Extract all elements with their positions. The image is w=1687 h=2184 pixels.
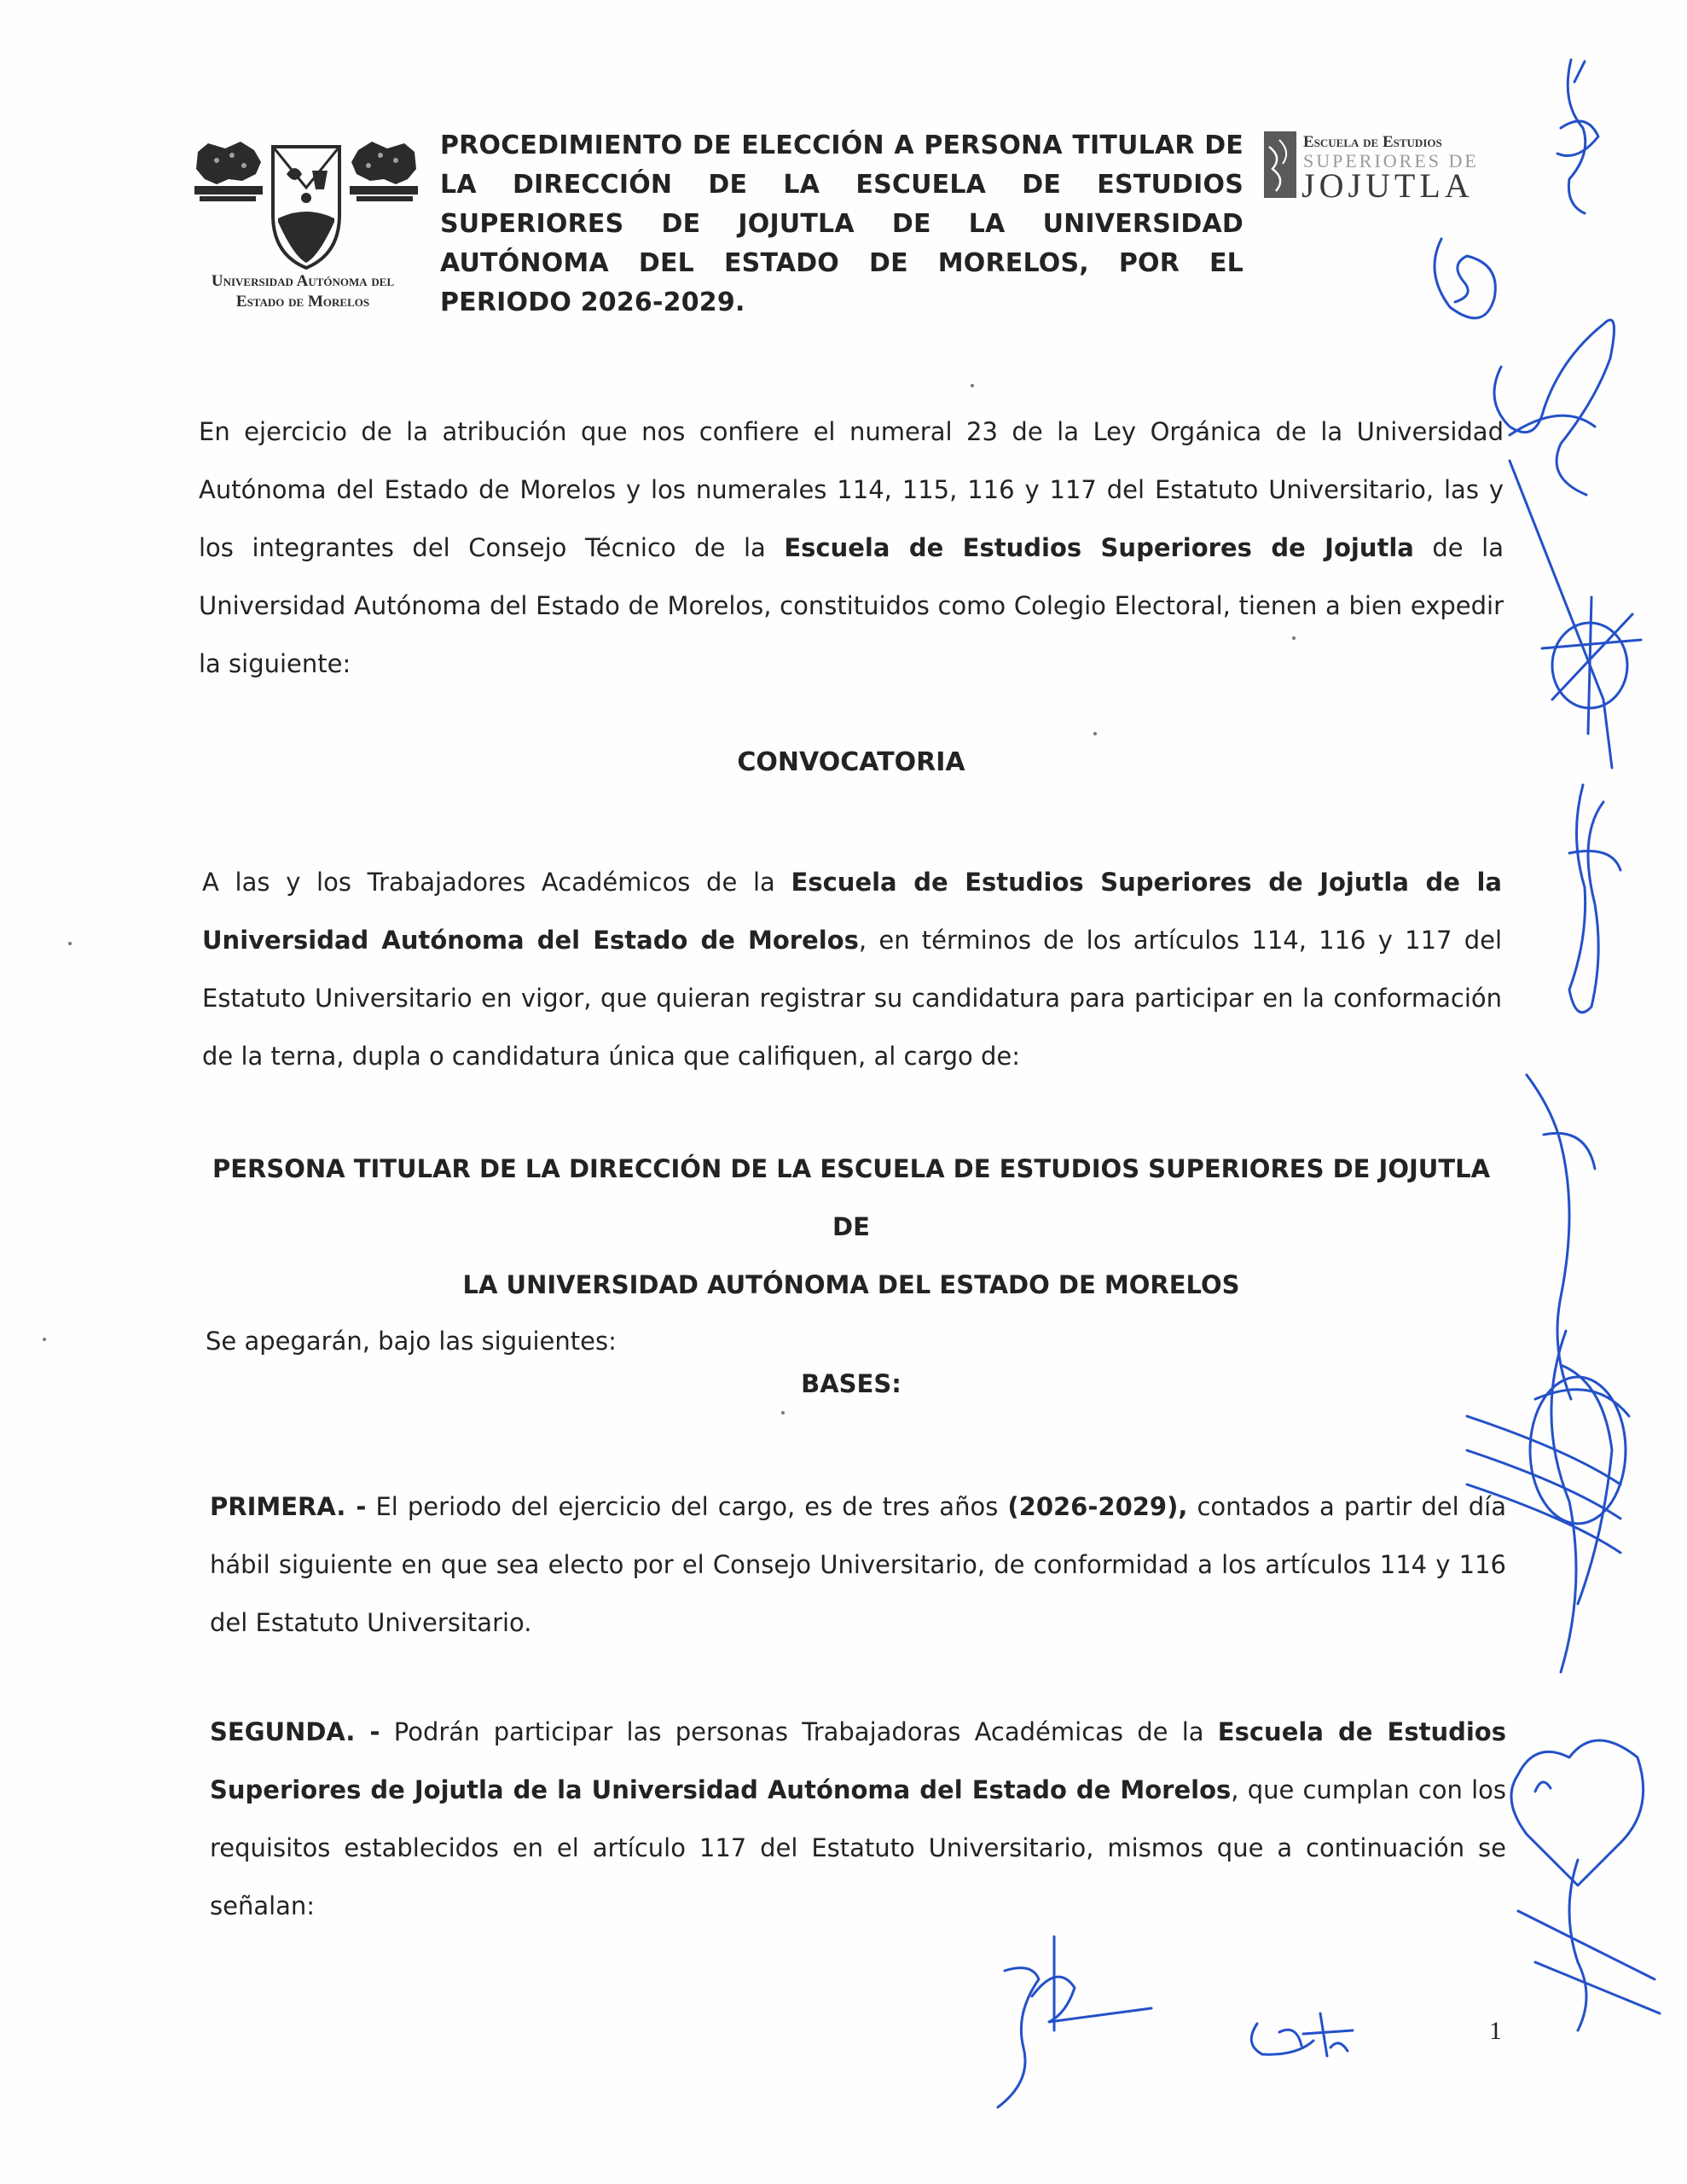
uaem-caption bbox=[175, 271, 431, 312]
addressee-text-a: A las y los Trabajadores Académicos de la bbox=[202, 868, 791, 897]
scan-speck bbox=[43, 1338, 46, 1341]
signature-5 bbox=[1569, 785, 1620, 1013]
signature-line-1 bbox=[1510, 461, 1612, 768]
primera-text-bold: (2026-2029), bbox=[1007, 1492, 1188, 1521]
signature-4 bbox=[1552, 623, 1627, 708]
convocatoria-heading: CONVOCATORIA bbox=[737, 747, 965, 777]
bases-heading: BASES: bbox=[801, 1369, 901, 1398]
segunda-text-bold: Escuela de Estudios Superiores de Jojutla de la Universidad Autónoma del Estado de Morelos bbox=[210, 1717, 1506, 1804]
preamble-text-c: de la Universidad Autónoma del Estado de Morelos, constituidos como Colegio Electoral, tienen a bien expedir la siguiente: bbox=[199, 533, 1504, 678]
scan-speck bbox=[1292, 636, 1296, 640]
signature-2 bbox=[1435, 239, 1495, 318]
scan-speck bbox=[1093, 732, 1097, 735]
preamble-paragraph bbox=[199, 403, 1504, 693]
scan-speck bbox=[971, 384, 974, 387]
uaem-logo bbox=[191, 136, 421, 273]
segunda-label: SEGUNDA. - bbox=[210, 1717, 380, 1746]
primera-text-c: contados a partir del día hábil siguiente en que sea electo por el Consejo Universitario, de conformidad a los artículos 114 y 116 del Estatuto Universitario. bbox=[210, 1492, 1506, 1637]
eess-logo-line3: JOJUTLA bbox=[1301, 166, 1474, 205]
segunda-text-c: , que cumplan con los requisitos establecidos en el artículo 117 del Estatuto Universitario, mismos que a continuación se señalan: bbox=[210, 1775, 1507, 1920]
segunda-text-a: Podrán participar las personas Trabajadoras Académicas de la bbox=[380, 1717, 1218, 1746]
signature-3 bbox=[1494, 320, 1615, 495]
addressee-paragraph bbox=[202, 853, 1502, 1085]
eess-jojutla-logo bbox=[1264, 128, 1486, 205]
primera-label: PRIMERA. - bbox=[210, 1492, 367, 1521]
primera-text-a: El periodo del ejercicio del cargo, es de tres años bbox=[366, 1492, 1008, 1521]
signature-1 bbox=[1557, 60, 1598, 213]
base-segunda bbox=[210, 1703, 1506, 1935]
preamble-text-bold: Escuela de Estudios Superiores de Jojutla bbox=[784, 533, 1414, 562]
base-primera bbox=[210, 1478, 1506, 1652]
signature-11 bbox=[1251, 2013, 1353, 2056]
addressee-text-c: , en términos de los artículos 114, 116 y 117 del Estatuto Universitario en vigor, que quieran registrar su candidatura para participar en la conformación de la terna, dupla o candidatura única que califiquen, al cargo de: bbox=[202, 926, 1503, 1071]
eess-logo-line1: Escuela de Estudios bbox=[1303, 133, 1442, 151]
scan-speck bbox=[68, 942, 72, 945]
signature-8 bbox=[1511, 1740, 1644, 1885]
position-title bbox=[199, 1140, 1504, 1314]
signature-10 bbox=[998, 1937, 1151, 2107]
uaem-caption-line2: Estado de Morelos bbox=[235, 293, 370, 311]
page-number: 1 bbox=[1489, 2017, 1502, 2045]
signature-9 bbox=[1518, 1860, 1660, 2030]
signature-6 bbox=[1527, 1075, 1595, 1399]
scan-speck bbox=[781, 1411, 785, 1414]
preamble-text-a: En ejercicio de la atribución que nos confiere el numeral 23 de la Ley Orgánica de la Universidad Autónoma del Estado de Morelos y los numerales 114, 115, 116 y 117 del Estatuto Universitario, las y los integrantes del Consejo Técnico de la bbox=[199, 417, 1504, 562]
bases-intro: Se apegarán, bajo las siguientes: bbox=[206, 1327, 617, 1356]
eess-logo-line2: SUPERIORES DE bbox=[1303, 150, 1479, 171]
document-title: PROCEDIMIENTO DE ELECCIÓN A PERSONA TITULAR DE LA DIRECCIÓN DE LA ESCUELA DE ESTUDIOS SUPERIORES DE JOJUTLA DE LA UNIVERSIDAD AUTÓNOMA DEL ESTADO DE MORELOS, POR EL PERIODO 2026-2029. bbox=[440, 131, 1244, 317]
addressee-text-bold: Escuela de Estudios Superiores de Jojutla de la Universidad Autónoma del Estado de Morelos bbox=[202, 868, 1502, 955]
position-title-line1: PERSONA TITULAR DE LA DIRECCIÓN DE LA ESCUELA DE ESTUDIOS SUPERIORES DE JOJUTLA DE bbox=[212, 1154, 1491, 1241]
uaem-caption-line1: Universidad Autónoma del bbox=[211, 272, 395, 290]
position-title-line2: LA UNIVERSIDAD AUTÓNOMA DEL ESTADO DE MORELOS bbox=[462, 1270, 1240, 1299]
eess-emblem-icon bbox=[1264, 131, 1296, 198]
